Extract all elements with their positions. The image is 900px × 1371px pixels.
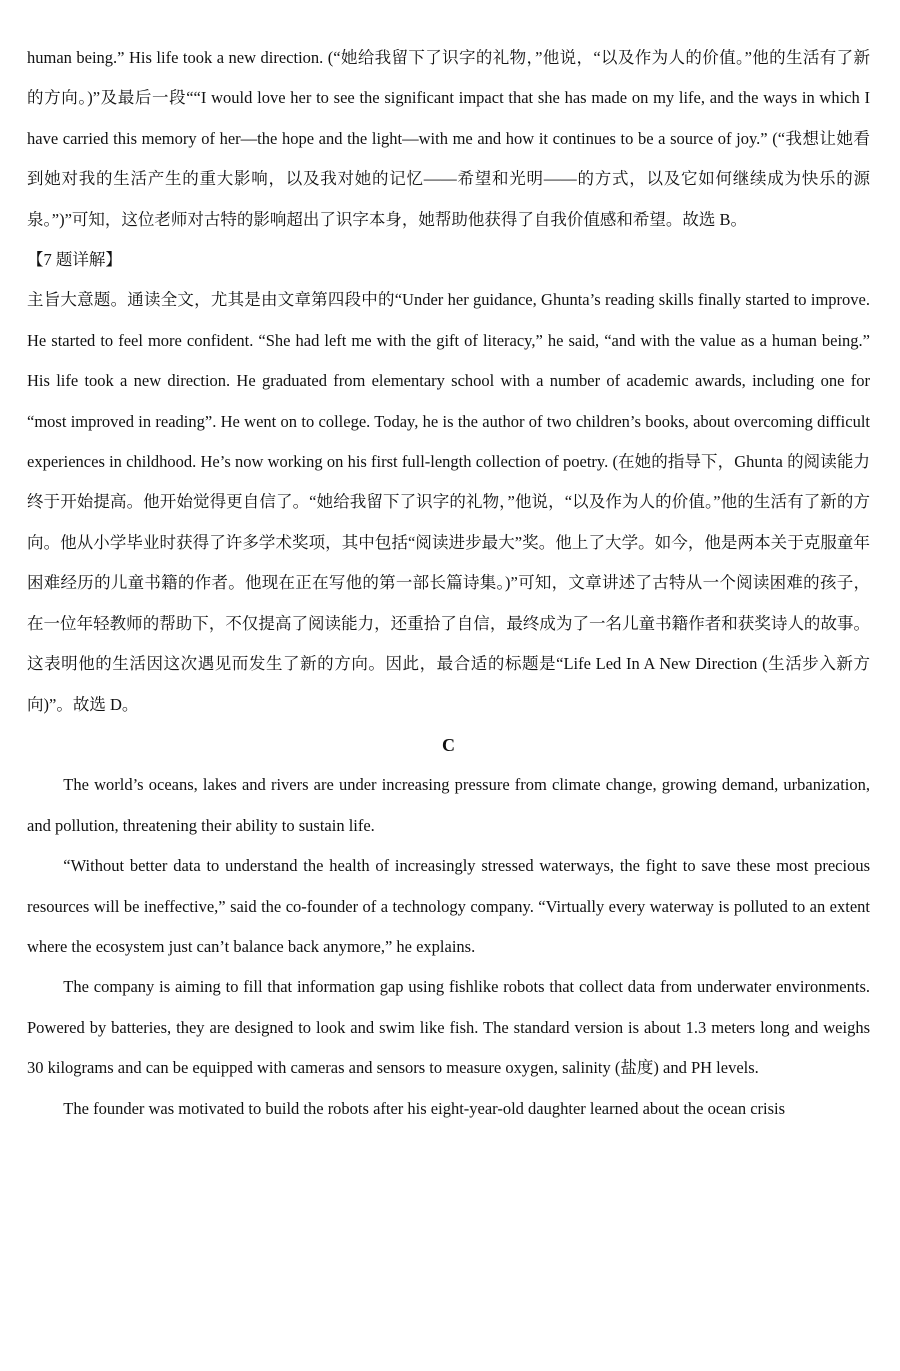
question-7-heading: 【7 题详解】 [27,250,122,270]
answer-explanation-q7: 主旨大意题。通读全文，尤其是由文章第四段中的“Under her guidance, Ghunta’s reading skills finally started to improve. He started to feel more confident. “She had left me with the gift of literacy,” he said, “and with the value as a human being.” His life took a new direction. He graduated from elementary school with a number of academic awards, including one for “most improved in reading”. He went on to college. Today, he is the author of two children’s books, about overcoming difficult experiences in childhood. He’s now working on his first full-length collection of poetry. (在她的指导下，Ghunta 的阅读能力终于开始提高。他开始觉得更自信了。“她给我留下了识字的礼物，”他说，“以及作为人的价值。”他的生活有了新的方向。他从小学毕业时获得了许多学术奖项，其中包括“阅读进步最大”奖。他上了大学。如今，他是两本关于克服童年困难经历的儿童书籍的作者。他现在正在写他的第一部长篇诗集。)”可知，文章讲述了古特从一个阅读困难的孩子，在一位年轻教师的帮助下，不仅提高了阅读能力，还重拾了自信，最终成为了一名儿童书籍作者和获奖诗人的故事。这表明他的生活因这次遇见而发生了新的方向。因此，最合适的标题是“Life Led In A New Direction (生活步入新方向)”。故选 D。 [27,290,870,714]
passage-c-paragraph-3: The company is aiming to fill that information gap using fishlike robots that collect data from underwater environments. Powered by batteries, they are designed to look and swim like fish. The standard version is about 1.3 meters long and weighs 30 kilograms and can be equipped with cameras and sensors to measure oxygen, salinity (盐度) and PH levels. [27,977,870,1078]
answer-explanation-q6-end: human being.” His life took a new direction. (“她给我留下了识字的礼物，”他说，“以及作为人的价值。”他的生活有了新的方向。)”及最后一段““I would love her to see the significant impact that she has made on my life, and the ways in which I have carried this memory of her—the hope and the light—with me and how it continues to be a source of joy.” (“我想让她看到她对我的生活产生的重大影响，以及我对她的记忆——希望和光明——的方式，以及它如何继续成为快乐的源泉。”)”可知，这位老师对古特的影响超出了识字本身，她帮助他获得了自我价值感和希望。故选 B。 [27,48,870,229]
passage-c-paragraph-1: The world’s oceans, lakes and rivers are under increasing pressure from climate change, growing demand, urbanization, and pollution, threatening their ability to sustain life. [27,775,870,835]
passage-c-paragraph-4: The founder was motivated to build the robots after his eight-year-old daughter learned about the ocean crisis [63,1098,786,1118]
document-page [27,38,870,1129]
section-c-title: C [442,734,455,755]
passage-c-paragraph-2: “Without better data to understand the health of increasingly stressed waterways, the fight to save these most precious resources will be ineffective,” said the co-founder of a technology company. “Virtually every waterway is polluted to an extent where the ecosystem just can’t balance back anymore,” he explains. [27,856,870,956]
